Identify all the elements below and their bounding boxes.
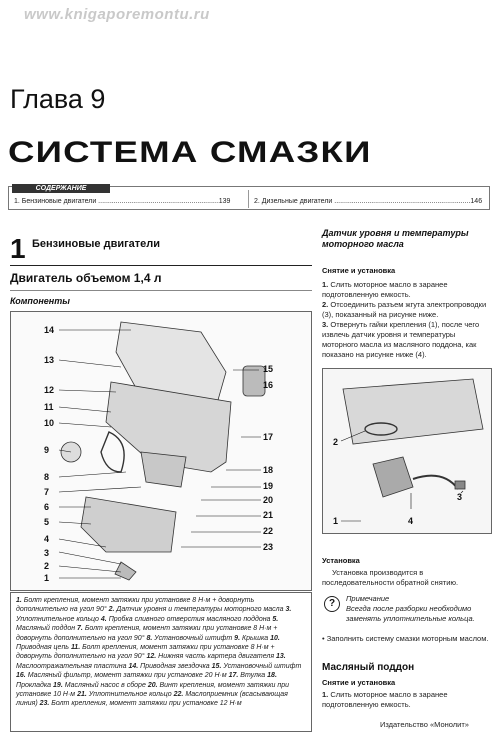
legend-text: Втулка — [240, 672, 266, 680]
legend-text: Установочный штифт — [154, 634, 233, 642]
step-3: 3. Отвернуть гайки крепления (1), после чего извлечь датчик уровня и температуры моторного масла из масляного поддона, как показано на рисунке ниже (4). — [322, 320, 480, 359]
page-title: СИСТЕМА СМАЗКИ — [8, 136, 372, 169]
toc-header: СОДЕРЖАНИЕ — [12, 184, 110, 193]
callout-1: 1 — [44, 573, 50, 583]
legend-text: Масляный насос в сборе — [64, 681, 146, 689]
callout-6: 6 — [44, 502, 50, 512]
toc-item-1[interactable]: 1. Бензиновые двигатели ..............................................................139 — [14, 198, 231, 205]
callout-15: 15 — [263, 364, 274, 374]
legend-num: 9. — [234, 634, 241, 642]
toc-divider — [248, 190, 249, 208]
drive-chain — [101, 432, 124, 472]
legend-text: Болт крепления, момент затяжки при установке 12 Н·м — [51, 700, 242, 708]
callout-11: 11 — [44, 402, 54, 412]
sensor — [115, 562, 136, 580]
legend-num: 1. — [16, 597, 22, 604]
legend-num: 17. — [228, 672, 239, 680]
legend-num: 12. — [146, 653, 157, 661]
legend-num: 8. — [146, 634, 153, 642]
legend-num: 10. — [270, 634, 280, 642]
callout-22: 22 — [263, 526, 274, 536]
section-rule — [10, 265, 312, 266]
legend-text: Масляный фильтр, момент затяжки при установке 20 Н·м — [27, 672, 227, 680]
legend-num: 13. — [276, 653, 286, 661]
subsection-title: Двигатель объемом 1,4 л — [10, 271, 162, 285]
install-text: Установка производится в последовательности обратной снятию. — [322, 568, 459, 587]
callout-10: 10 — [44, 418, 55, 428]
legend-num: 19. — [53, 681, 63, 689]
oil-pan-step-1: 1. Слить моторное масло в заранее подготовленную емкость. — [322, 690, 448, 709]
publisher-footer: Издательство «Монолит» — [380, 720, 469, 729]
callout-16: 16 — [263, 380, 274, 390]
legend-num: 18. — [267, 672, 277, 680]
sensor-body — [373, 457, 413, 497]
sensor-callout-4: 4 — [408, 516, 414, 526]
legend-text: Маслоприемник (всасывающая линия) — [16, 691, 288, 708]
question-icon: ? — [324, 596, 340, 612]
toc-item-2[interactable]: 2. Дизельные двигатели ......................................................................146 — [254, 198, 483, 205]
legend-num: 22. — [173, 691, 184, 699]
callout-19: 19 — [263, 481, 274, 491]
legend-num: 15. — [211, 662, 222, 670]
section-title: Бензиновые двигатели — [32, 238, 161, 250]
legend-num: 5. — [272, 615, 279, 623]
pan-underside — [343, 379, 483, 444]
callout-5: 5 — [44, 517, 50, 527]
watermark: www.knigaporemontu.ru — [24, 6, 210, 23]
legend-text: Нижняя часть картера двигателя — [158, 653, 275, 661]
legend-text: Установочный штифт — [223, 662, 302, 670]
callout-9: 9 — [44, 445, 50, 455]
note-text: Всегда после разборки необходимо заменять уплотнительные кольца. — [346, 604, 475, 623]
chapter-label: Глава 9 — [10, 84, 106, 114]
step-1: 1. Слить моторное масло в заранее подготовленную емкость. — [322, 280, 448, 299]
install-heading: Установка — [322, 556, 360, 565]
legend-text: Болт крепления, момент затяжки при установке 8 Н·м + доворнуть дополнительно на угол 90° — [16, 597, 255, 614]
connector — [455, 481, 465, 489]
legend-num: 16. — [16, 672, 26, 680]
sensor-callout-2: 2 — [333, 437, 339, 447]
legend-text: Прокладка — [16, 681, 52, 689]
legend-num: 20. — [147, 681, 158, 689]
note-title: Примечание — [346, 594, 390, 603]
components-label: Компоненты — [10, 296, 70, 306]
legend-num: 11. — [70, 644, 81, 652]
callout-12: 12 — [44, 385, 55, 395]
sensor-callout-3: 3 — [457, 492, 463, 502]
legend-text: Маслоотражательная пластина — [16, 662, 127, 670]
sensor-illustration — [323, 369, 491, 533]
callout-7: 7 — [44, 487, 50, 497]
legend-text: Болт крепления, момент затяжки при установке 8 Н·м + доворнуть дополнительно на угол 90° — [16, 625, 278, 642]
callout-17: 17 — [263, 432, 274, 442]
fill-text: • Заполнить систему смазки моторным маслом. — [322, 634, 489, 643]
step-2: 2. Отсоединить разъем жгута электропроводки (3), показанный на рисунке ниже. — [322, 300, 487, 319]
callout-4: 4 — [44, 534, 50, 544]
legend-num: 23. — [39, 700, 50, 708]
sensor-wire — [413, 476, 458, 489]
legend-text: Винт крепления, момент затяжки при установке 10 Н·м — [16, 681, 290, 699]
legend-num: 7. — [77, 625, 83, 633]
oil-pan-heading: Масляный поддон — [322, 662, 415, 673]
sensor-heading: Датчик уровня и температуры моторного масла — [322, 228, 469, 249]
section-number: 1 — [10, 233, 26, 264]
callout-18: 18 — [263, 465, 274, 475]
legend-num: 3. — [285, 606, 292, 614]
legend-text: Масляный поддон — [16, 625, 76, 633]
legend-text: Приводная цепь — [16, 644, 69, 652]
legend-num: 4. — [100, 615, 107, 623]
legend-text: Датчик уровня и температуры моторного масла — [116, 606, 284, 614]
legend-num: 2. — [108, 606, 115, 614]
legend-num: 14. — [128, 662, 139, 670]
subsection-rule — [10, 290, 312, 291]
legend-text: Приводная звездочка — [140, 662, 210, 670]
removal-steps — [322, 280, 492, 360]
removal-subheading: Снятие и установка — [322, 266, 396, 275]
legend-text: Уплотнительное кольцо — [16, 615, 99, 623]
callout-2: 2 — [44, 561, 50, 571]
sensor-figure — [322, 368, 492, 534]
callout-20: 20 — [263, 495, 274, 505]
callout-8: 8 — [44, 472, 50, 482]
oil-pan-subheading: Снятие и установка — [322, 678, 396, 687]
oil-pan — [81, 497, 176, 552]
callout-23: 23 — [263, 542, 274, 552]
callout-3: 3 — [44, 548, 50, 558]
oil-pump — [141, 452, 186, 487]
legend-text: Болт крепления, момент затяжки при установке 8 Н·м + доворнуть дополнительно на угол 90° — [16, 644, 275, 661]
legend-text: Крышка — [241, 634, 269, 642]
legend-text: Уплотнительное кольцо — [88, 691, 172, 699]
legend-text: Пробка сливного отверстия масляного поддона — [108, 615, 271, 623]
callout-21: 21 — [263, 510, 274, 520]
callout-13: 13 — [44, 355, 55, 365]
callout-14: 14 — [44, 325, 55, 335]
oil-filter — [243, 366, 265, 396]
sensor-callout-1: 1 — [333, 516, 339, 526]
figure-legend — [10, 592, 312, 732]
legend-num: 21. — [77, 691, 87, 699]
